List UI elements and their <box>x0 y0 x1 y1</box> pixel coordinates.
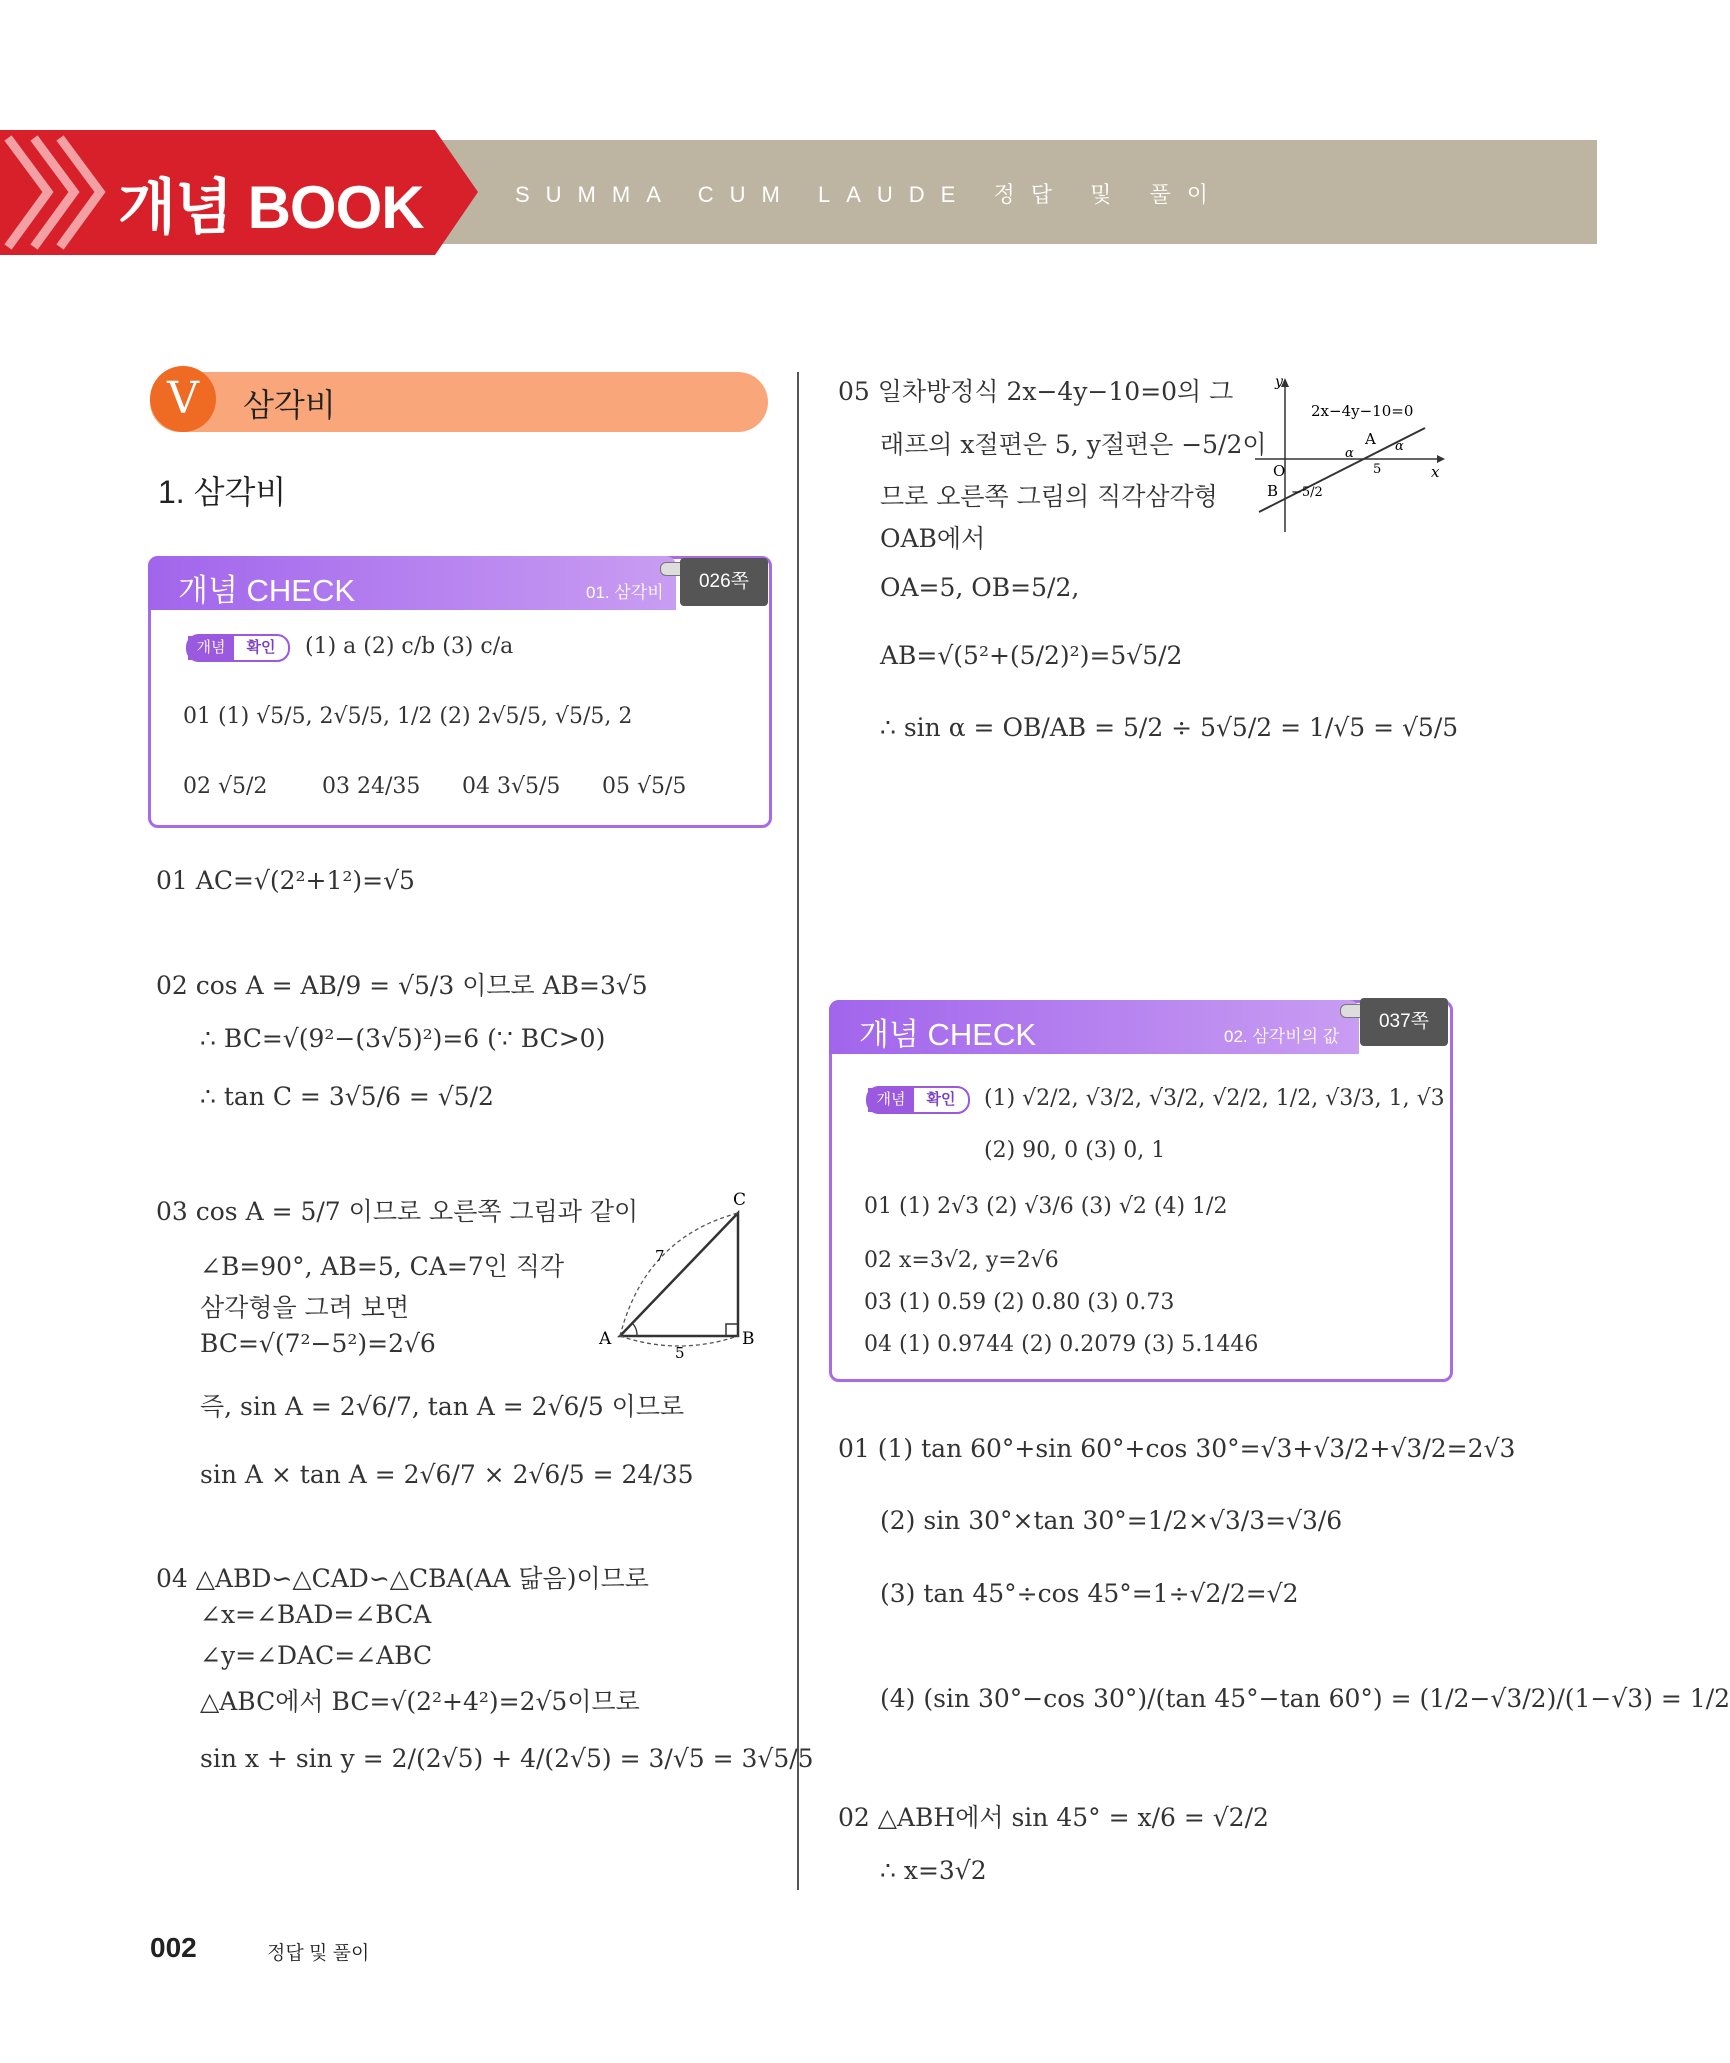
column-divider <box>797 372 799 1890</box>
right-triangle-figure <box>595 1188 765 1362</box>
check1-item-01: 01 (1) √5/5, 2√5/5, 1/2 (2) 2√5/5, √5/5, 2 <box>183 704 633 729</box>
section-title: 1. 삼각비 <box>158 474 287 510</box>
check2-item-03: 03 (1) 0.59 (2) 0.80 (3) 0.73 <box>864 1290 1175 1315</box>
solution2-01-line2: (2) sin 30°×tan 30°=1/2×√3/3=√3/6 <box>880 1506 1343 1535</box>
check1-confirm: (1) a (2) c/b (3) c/a <box>305 634 514 659</box>
check1-item-04: 04 3√5/5 <box>462 774 561 799</box>
solution2-02-line2: ∴ x=3√2 <box>880 1856 987 1885</box>
graph-alpha-2: α <box>1395 439 1404 454</box>
check1-item-05: 05 √5/5 <box>602 774 687 799</box>
book-title: 개념 BOOK <box>118 174 424 241</box>
check1-item-03: 03 24/35 <box>322 774 421 799</box>
concept-check-header-2 <box>829 1000 1359 1054</box>
check2-confirm-line1: (1) √2/2, √3/2, √3/2, √2/2, 1/2, √3/3, 1, √3 <box>984 1086 1445 1111</box>
check2-item-01: 01 (1) 2√3 (2) √3/6 (3) √2 (4) 1/2 <box>864 1194 1228 1219</box>
solution-02-line3: ∴ tan C = 3√5/6 = √5/2 <box>200 1082 494 1111</box>
check2-confirm-line2: (2) 90, 0 (3) 0, 1 <box>984 1138 1166 1163</box>
graph-point-a: A <box>1365 430 1376 448</box>
concept-check-box-2 <box>829 1000 1453 1382</box>
graph-minus-half: −5/2 <box>1291 485 1323 500</box>
solution-05-line1: 05 일차방정식 2x−4y−10=0의 그 <box>838 377 1234 406</box>
chapter-title: 삼각비 <box>243 387 336 423</box>
concept-check-title: 개념 CHECK <box>178 573 356 608</box>
solution-03-line5: 즉, sin A = 2√6/7, tan A = 2√6/5 이므로 <box>200 1392 685 1421</box>
solution2-01-line4: (4) (sin 30°−cos 30°)/(tan 45°−tan 60°) = (1/2−√3/2)/(1−√3) = 1/2 <box>880 1684 1730 1713</box>
solution-03-line2: ∠B=90°, AB=5, CA=7인 직각 <box>200 1252 565 1281</box>
solution-03-line4: BC=√(7²−5²)=2√6 <box>200 1329 436 1358</box>
graph-alpha-1: α <box>1345 446 1354 461</box>
solution-03-line3: 삼각형을 그려 보면 <box>200 1293 410 1322</box>
tri-side-ab: 5 <box>675 1344 685 1362</box>
solution-04-line2: ∠x=∠BAD=∠BCA <box>200 1600 432 1629</box>
solution-05-line5: OA=5, OB=5/2, <box>880 573 1080 602</box>
tri-side-ac: 7 <box>655 1247 665 1265</box>
graph-origin: O <box>1273 462 1286 480</box>
badge-label-a: 개념 <box>188 636 234 660</box>
confirm-badge <box>186 634 290 662</box>
check2-item-04: 04 (1) 0.9744 (2) 0.2079 (3) 5.1446 <box>864 1332 1259 1357</box>
solution2-01-line1: 01 (1) tan 60°+sin 60°+cos 30°=√3+√3/2+√3/2=2√3 <box>838 1434 1516 1463</box>
linear-graph-figure <box>1245 372 1445 532</box>
check1-item-02: 02 √5/2 <box>183 774 268 799</box>
solution-05-line3: 므로 오른쪽 그림의 직각삼각형 <box>880 482 1218 511</box>
solution-04-line3: ∠y=∠DAC=∠ABC <box>200 1641 433 1670</box>
solution-05-line2: 래프의 x절편은 5, y절편은 −5/2이 <box>880 430 1267 459</box>
solution-03-line6: sin A × tan A = 2√6/7 × 2√6/5 = 24/35 <box>200 1460 694 1489</box>
solution2-02-line1: 02 △ABH에서 sin 45° = x/6 = √2/2 <box>838 1803 1269 1832</box>
solution-05-line6: AB=√(5²+(5/2)²)=5√5/2 <box>880 641 1183 670</box>
graph-point-b: B <box>1267 482 1279 500</box>
chapter-numeral: V <box>150 366 216 432</box>
graph-equation: 2x−4y−10=0 <box>1311 402 1414 420</box>
solution-04-line1: 04 △ABD∽△CAD∽△CBA(AA 닮음)이므로 <box>156 1564 649 1593</box>
solution2-01-line3: (3) tan 45°÷cos 45°=1÷√2/2=√2 <box>880 1579 1299 1608</box>
solution-04-line4: △ABC에서 BC=√(2²+4²)=2√5이므로 <box>200 1687 640 1716</box>
tri-label-c: C <box>733 1190 747 1210</box>
solution-03-line1: 03 cos A = 5/7 이므로 오른쪽 그림과 같이 <box>156 1197 639 1226</box>
concept-check-subtitle: 01. 삼각비 <box>586 583 664 602</box>
tri-label-a: A <box>599 1329 612 1349</box>
solution-05-line7: ∴ sin α = OB/AB = 5/2 ÷ 5√5/2 = 1/√5 = √5/5 <box>880 713 1459 742</box>
badge-label-a: 개념 <box>868 1088 914 1112</box>
graph-five: 5 <box>1373 462 1382 477</box>
badge-label-b: 확인 <box>926 1091 956 1108</box>
tri-label-b: B <box>742 1329 755 1349</box>
concept-check-subtitle: 02. 삼각비의 값 <box>1224 1027 1340 1046</box>
footer-label: 정답 및 풀이 <box>267 1943 370 1964</box>
solution-04-line5: sin x + sin y = 2/(2√5) + 4/(2√5) = 3/√5 = 3√5/5 <box>200 1744 814 1773</box>
solution-02-line2: ∴ BC=√(9²−(3√5)²)=6 (∵ BC>0) <box>200 1024 606 1053</box>
page-ref-tab: 026쪽 <box>680 558 768 606</box>
graph-y-label: y <box>1275 374 1283 390</box>
solution-02-line1: 02 cos A = AB/9 = √5/3 이므로 AB=3√5 <box>156 971 648 1000</box>
badge-label-b: 확인 <box>246 639 276 656</box>
concept-check-title: 개념 CHECK <box>859 1017 1037 1052</box>
solution-05-line4: OAB에서 <box>880 524 986 553</box>
concept-check-header-1 <box>148 556 676 610</box>
page-ref-tab: 037쪽 <box>1360 998 1448 1046</box>
graph-x-label: x <box>1431 463 1440 481</box>
confirm-badge <box>866 1086 970 1114</box>
page-number: 002 <box>150 1932 197 1963</box>
solution-01: 01 AC=√(2²+1²)=√5 <box>156 866 415 895</box>
header-subtitle: SUMMA CUM LAUDE 정답 및 풀이 <box>515 182 1224 207</box>
check2-item-02: 02 x=3√2, y=2√6 <box>864 1248 1059 1273</box>
